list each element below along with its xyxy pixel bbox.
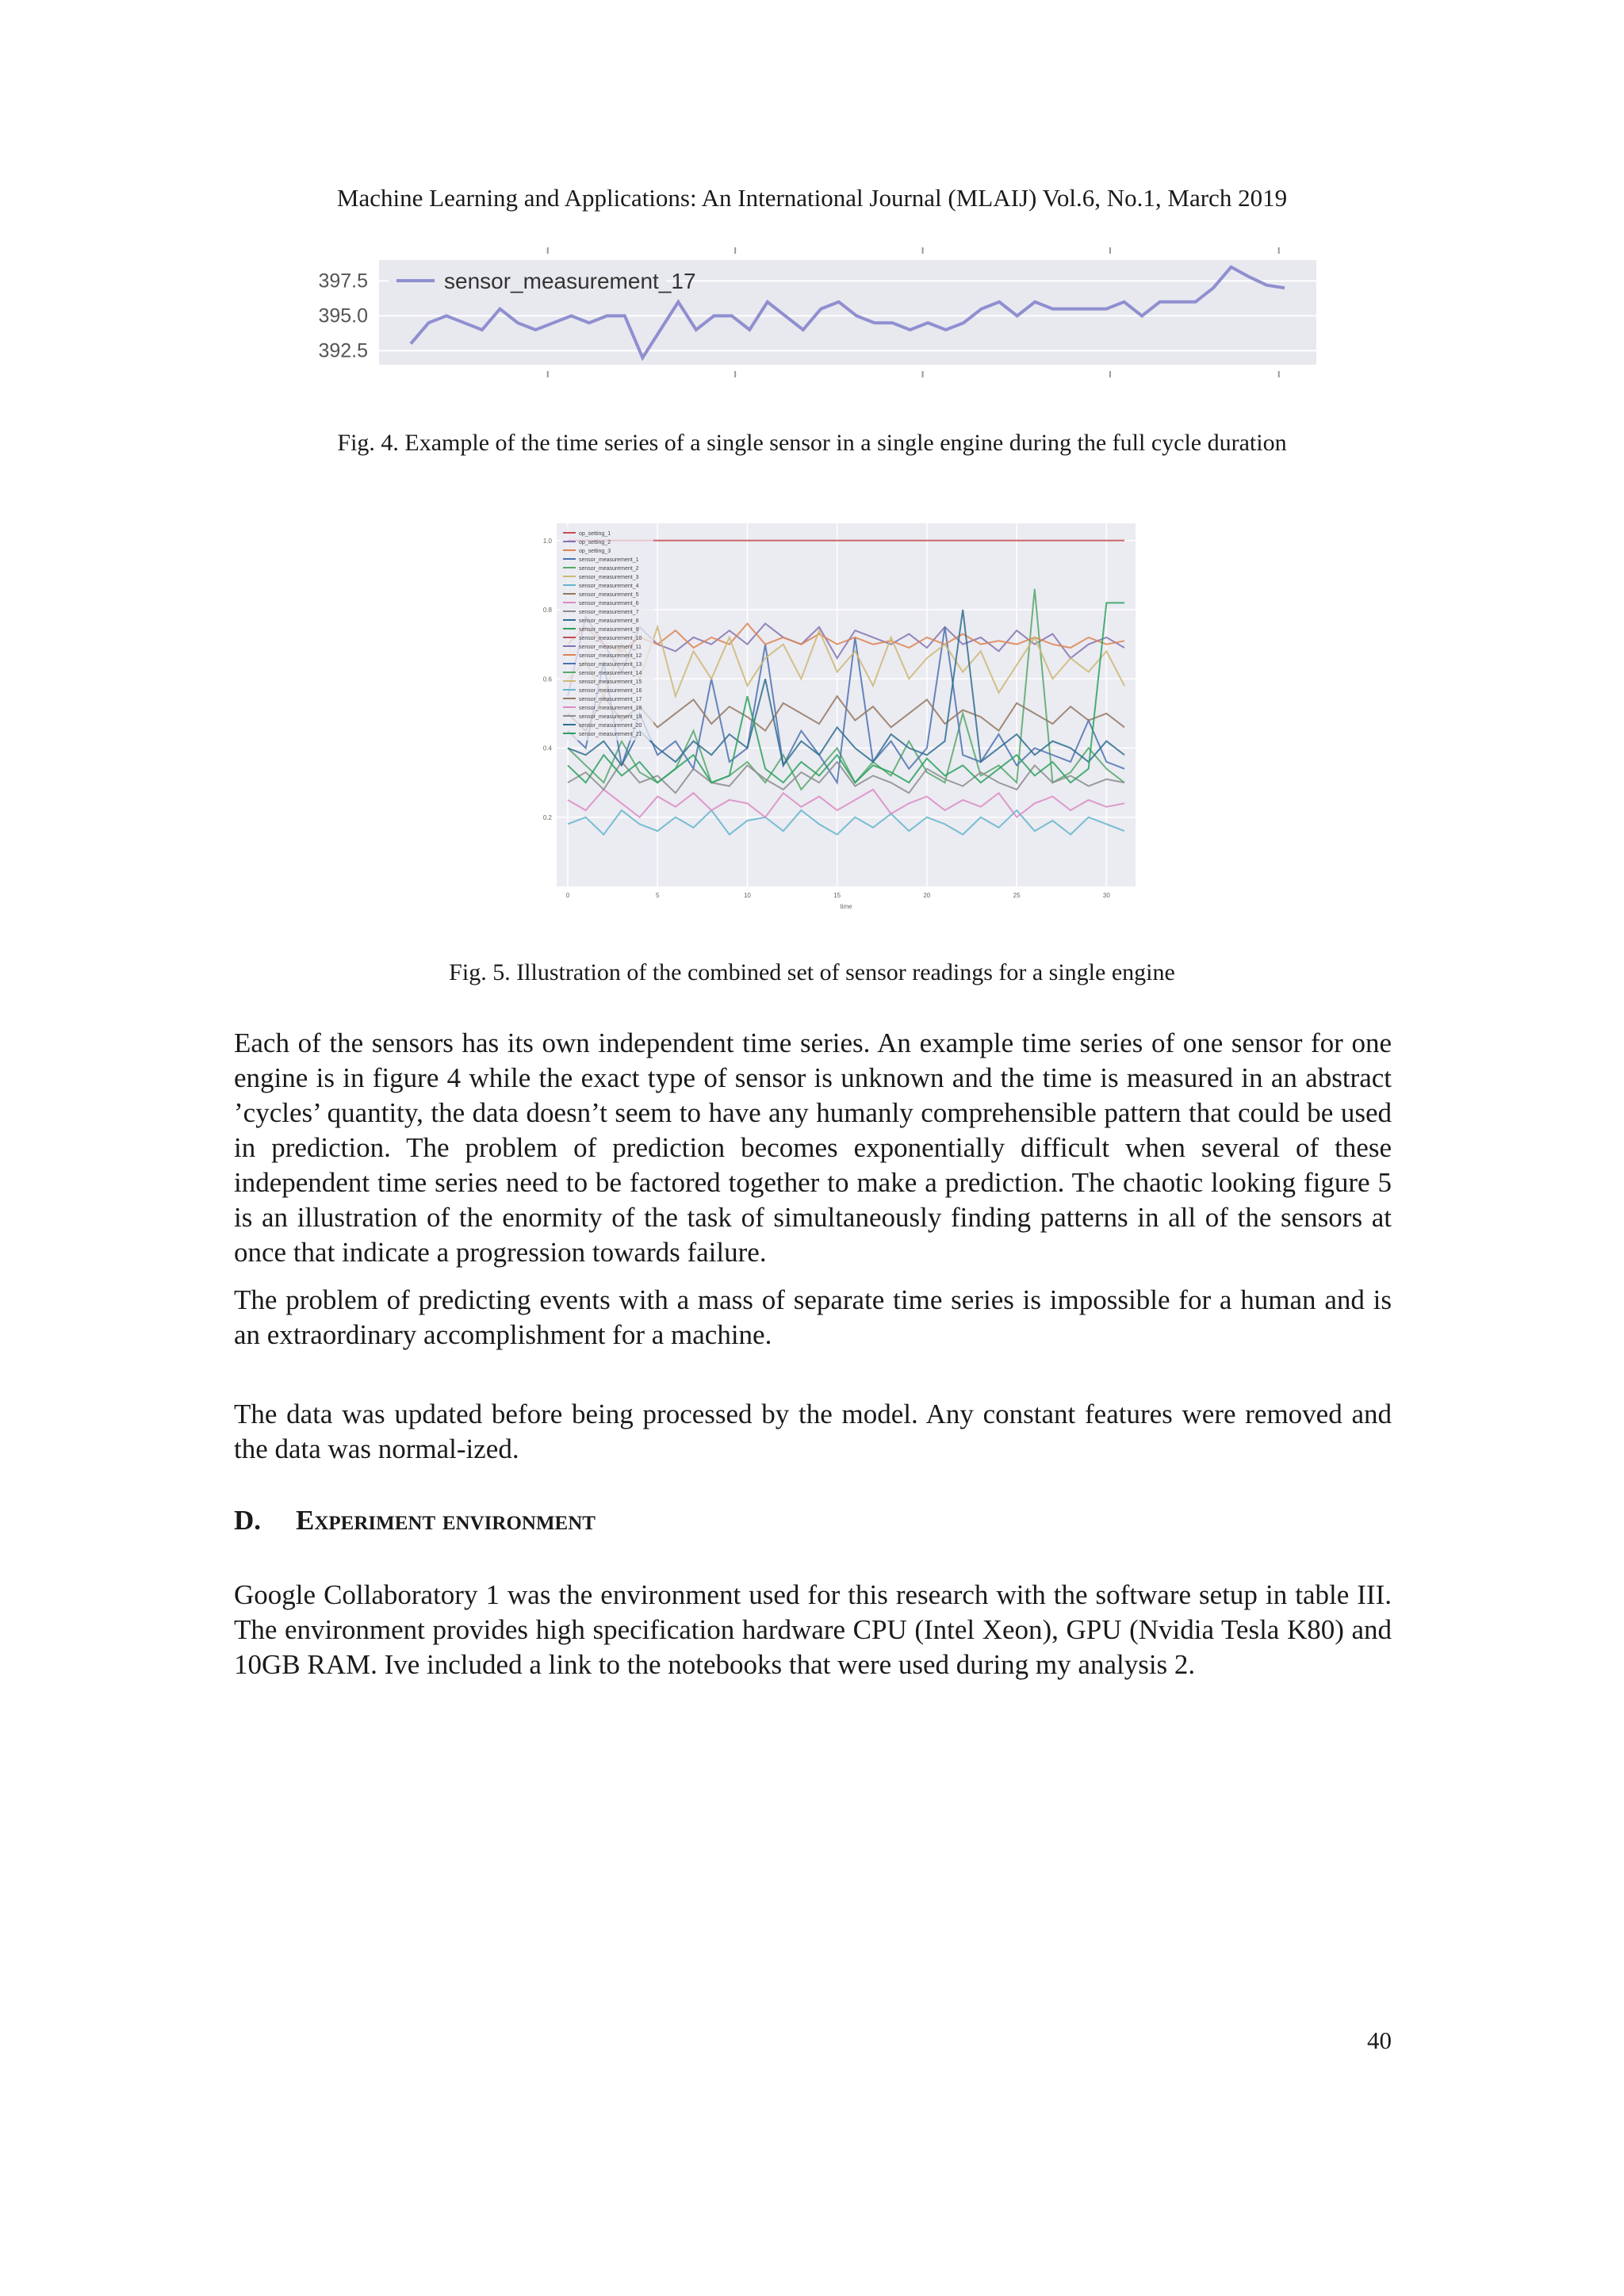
legend-label-17: sensor_measurement_15 (579, 679, 642, 685)
y-tick-label-4: 0.2 (542, 813, 552, 821)
legend-label-7: sensor_measurement_5 (579, 592, 639, 598)
legend-label-6: sensor_measurement_4 (579, 584, 639, 589)
legend-label-18: sensor_measurement_16 (579, 688, 642, 694)
body-paragraph-2: The problem of predicting events with a mass of separate time series is impossible for a human and is an extraordinary accomplishment for a machine. (234, 1284, 1392, 1350)
x-tick-label-2: 10 (743, 892, 751, 899)
legend-label-5: sensor_measurement_3 (579, 575, 639, 580)
figure-5-chart (525, 514, 1143, 926)
legend-label-11: sensor_measurement_9 (579, 627, 639, 633)
figure-5-caption: Fig. 5. Illustration of the combined set of sensor readings for a single engine (449, 959, 1175, 985)
legend-label: sensor_measurement_17 (444, 269, 696, 293)
legend-label-8: sensor_measurement_6 (579, 601, 639, 607)
section-title: Experiment environment (296, 1505, 596, 1536)
legend-label-22: sensor_measurement_20 (579, 723, 642, 729)
section-heading (234, 1505, 596, 1536)
legend-label-14: sensor_measurement_12 (579, 653, 642, 659)
legend-label-4: sensor_measurement_2 (579, 566, 639, 572)
figure-4-caption: Fig. 4. Example of the time series of a single sensor in a single engine during the full cycle duration (337, 430, 1287, 456)
x-tick-label-3: 15 (833, 892, 841, 899)
section-number: D. (234, 1505, 262, 1536)
legend-label-2: op_setting_3 (579, 549, 611, 554)
y-tick-label-1: 395.0 (318, 304, 368, 327)
y-tick-label-0: 1.0 (542, 537, 552, 545)
legend-label-19: sensor_measurement_17 (579, 697, 642, 702)
legend-label-23: sensor_measurement_21 (579, 732, 642, 737)
legend-label-16: sensor_measurement_14 (579, 671, 642, 676)
legend-label-9: sensor_measurement_7 (579, 610, 639, 615)
y-tick-label-2: 392.5 (318, 339, 368, 362)
legend-label-1: op_setting_2 (579, 540, 611, 545)
y-tick-label-0: 397.5 (318, 270, 368, 293)
legend-label-13: sensor_measurement_11 (579, 645, 642, 650)
legend-label-10: sensor_measurement_8 (579, 618, 639, 624)
running-header: Machine Learning and Applications: An International Journal (MLAIJ) Vol.6, No.1, March 2019 (336, 184, 1288, 212)
page-number: 40 (1367, 2026, 1392, 2054)
legend-label-15: sensor_measurement_13 (579, 662, 642, 668)
legend-label-3: sensor_measurement_1 (579, 557, 639, 563)
y-tick-label-2: 0.6 (542, 675, 552, 683)
x-axis-label: time (840, 903, 852, 910)
x-tick-label-4: 20 (923, 892, 931, 899)
figure-4-chart (317, 238, 1332, 396)
body-paragraph-4: Google Collaboratory 1 was the environment used for this research with the software setup in table III. The environment provides high specification hardware CPU (Intel Xeon), GPU (Nvidia Tesla K80) and 10GB RAM. Ive included a link to the notebooks that were used during my analysis 2. (234, 1579, 1392, 1680)
body-paragraph-1: Each of the sensors has its own independent time series. An example time series of one sensor for one engine is in figure 4 while the exact type of sensor is unknown and the time is measured in an abstract ’cycles’ quantity, the data doesn’t seem to have any humanly comprehensible pattern that could be used in prediction. The problem of prediction becomes exponentially difficult when several of these independent time series need to be factored together to make a prediction. The chaotic looking figure 5 is an illustration of the enormity of the task of simultaneously finding patterns in all of the sensors at once that indicate a progression towards failure. (234, 1027, 1392, 1268)
body-paragraph-3: The data was updated before being processed by the model. Any constant features were removed and the data was normal-ized. (234, 1399, 1392, 1464)
y-tick-label-1: 0.8 (542, 607, 552, 614)
x-tick-label-0: 0 (565, 892, 570, 899)
legend-label-21: sensor_measurement_19 (579, 714, 642, 720)
x-tick-label-6: 30 (1102, 892, 1110, 899)
legend-label-20: sensor_measurement_18 (579, 706, 642, 711)
legend-label-12: sensor_measurement_10 (579, 636, 642, 641)
y-tick-label-3: 0.4 (542, 744, 552, 752)
x-tick-label-5: 25 (1013, 892, 1021, 899)
x-tick-label-1: 5 (655, 892, 660, 899)
legend-label-0: op_setting_1 (579, 531, 611, 537)
